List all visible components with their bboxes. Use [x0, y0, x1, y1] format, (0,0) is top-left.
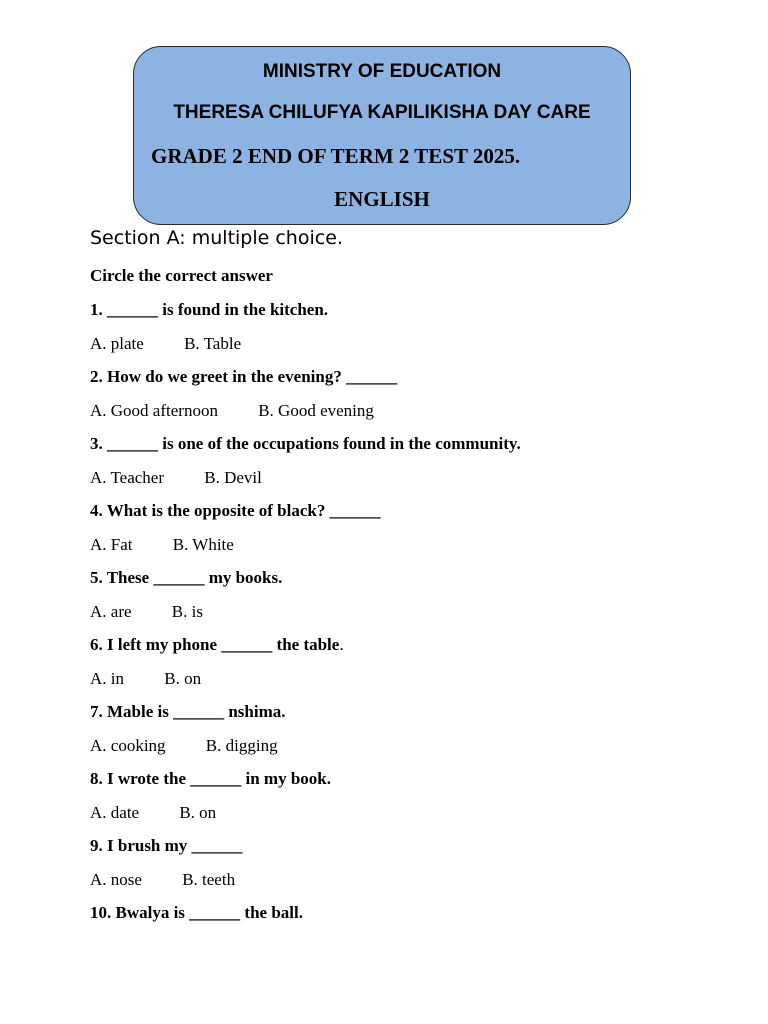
option-a[interactable]: A. are — [90, 602, 132, 621]
option-a[interactable]: A. nose — [90, 870, 142, 889]
question-item — [90, 500, 521, 567]
option-b[interactable]: B. Table — [184, 334, 242, 353]
answer-options — [90, 802, 521, 835]
section-title: Section A: multiple choice. — [90, 227, 343, 249]
school-name: THERESA CHILUFYA KAPILIKISHA DAY CARE — [173, 102, 591, 123]
ministry-title: MINISTRY OF EDUCATION — [262, 61, 502, 82]
question-text: 10. Bwalya is ______ the ball. — [90, 903, 303, 922]
question-text-main: 6. I left my phone ______ the table — [90, 635, 340, 654]
question-text: 3. ______ is one of the occupations found in the community. — [90, 434, 521, 453]
subject-title: ENGLISH — [334, 187, 430, 211]
question-text-suffix: . — [339, 635, 344, 654]
question-item — [90, 433, 521, 500]
answer-options — [90, 668, 521, 701]
question-item — [90, 902, 521, 936]
question-text — [90, 634, 521, 668]
question-text: 7. Mable is ______ nshima. — [90, 702, 286, 721]
answer-options — [90, 601, 521, 634]
question-item — [90, 567, 521, 634]
question-item — [90, 835, 521, 902]
question-text: 8. I wrote the ______ in my book. — [90, 769, 331, 788]
test-title: GRADE 2 END OF TERM 2 TEST 2025. — [151, 144, 521, 168]
question-text: 1. ______ is found in the kitchen. — [90, 300, 329, 319]
answer-options — [90, 534, 521, 567]
option-b[interactable]: B. teeth — [182, 870, 236, 889]
answer-options — [90, 467, 521, 500]
option-b[interactable]: B. White — [172, 535, 234, 554]
question-item — [90, 634, 521, 701]
option-b[interactable]: B. Good evening — [258, 401, 374, 420]
question-text: 2. How do we greet in the evening? ______ — [90, 367, 398, 386]
option-b[interactable]: B. on — [179, 803, 217, 822]
question-item — [90, 701, 521, 768]
option-a[interactable]: A. cooking — [90, 736, 166, 755]
answer-options — [90, 869, 521, 902]
instruction-text: Circle the correct answer — [90, 266, 273, 285]
question-item — [90, 768, 521, 835]
option-b[interactable]: B. Devil — [204, 468, 262, 487]
question-item — [90, 366, 521, 433]
option-a[interactable]: A. Fat — [90, 535, 133, 554]
answer-options — [90, 735, 521, 768]
question-text: 5. These ______ my books. — [90, 568, 283, 587]
option-a[interactable]: A. plate — [90, 334, 144, 353]
question-text: 4. What is the opposite of black? ______ — [90, 501, 381, 520]
option-a[interactable]: A. in — [90, 669, 124, 688]
answer-options — [90, 400, 521, 433]
question-list — [90, 299, 521, 936]
option-b[interactable]: B. is — [171, 602, 203, 621]
question-text: 9. I brush my ______ — [90, 836, 243, 855]
header-box — [133, 46, 631, 225]
option-a[interactable]: A. date — [90, 803, 140, 822]
option-a[interactable]: A. Good afternoon — [90, 401, 218, 420]
question-item — [90, 299, 521, 366]
option-a[interactable]: A. Teacher — [90, 468, 165, 487]
option-b[interactable]: B. on — [164, 669, 202, 688]
answer-options — [90, 333, 521, 366]
option-b[interactable]: B. digging — [205, 736, 278, 755]
